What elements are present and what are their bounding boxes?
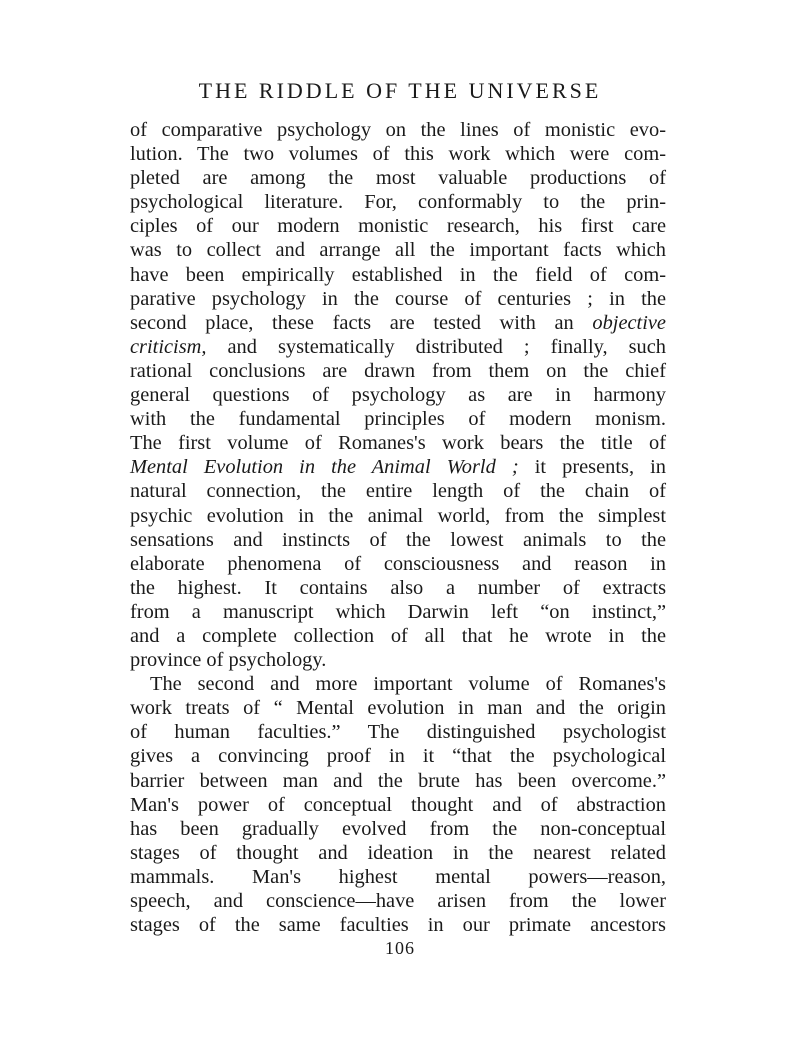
text-line: from a manuscript which Darwin left “on instinct,” <box>130 600 666 623</box>
text-line: parative psychology in the course of centuries ; in the <box>130 287 666 310</box>
text-line: and a complete collection of all that he wrote in the <box>130 624 666 647</box>
text-line: work treats of “ Mental evolution in man and the origin <box>130 697 666 720</box>
text-line <box>130 311 666 335</box>
text-line: psychological literature. For, conformably to the prin- <box>130 191 666 214</box>
body-text <box>130 118 666 937</box>
italic-span: criticism, <box>130 335 207 358</box>
text-line: ciples of our modern monistic research, his first care <box>130 215 666 238</box>
text-span: second place, these facts are tested with an <box>130 311 574 334</box>
italic-span: objective <box>592 311 666 334</box>
text-line <box>130 335 666 359</box>
text-line: gives a convincing proof in it “that the psychological <box>130 745 666 768</box>
text-line: The first volume of Romanes's work bears the title of <box>130 432 666 455</box>
italic-span: Mental Evolution in the Animal World ; <box>130 456 519 479</box>
text-line: rational conclusions are drawn from them on the chief <box>130 359 666 382</box>
running-head: THE RIDDLE OF THE UNIVERSE <box>198 78 602 103</box>
text-line: sensations and instincts of the lowest animals to the <box>130 528 666 551</box>
text-line <box>130 455 666 479</box>
text-line: The second and more important volume of Romanes's <box>150 673 666 696</box>
text-line: pleted are among the most valuable productions of <box>130 167 666 190</box>
text-line: province of psychology. <box>130 649 327 672</box>
text-line: was to collect and arrange all the important facts which <box>130 239 666 262</box>
text-line: speech, and conscience—have arisen from the lower <box>130 890 666 912</box>
text-line: elaborate phenomena of consciousness and reason in <box>130 552 666 575</box>
text-span: and systematically distributed ; finally, such <box>227 335 666 358</box>
text-line: has been gradually evolved from the non-conceptual <box>130 817 666 840</box>
page-number: 106 <box>385 938 415 958</box>
text-line: barrier between man and the brute has been overcome.” <box>130 769 666 792</box>
text-line: of comparative psychology on the lines of monistic evo- <box>130 119 666 141</box>
text-line: have been empirically established in the field of com- <box>130 263 666 286</box>
text-line: the highest. It contains also a number of extracts <box>130 576 666 599</box>
text-line: mammals. Man's highest mental powers—reason, <box>130 865 666 888</box>
text-line: lution. The two volumes of this work which were com- <box>130 143 666 166</box>
text-line: stages of thought and ideation in the nearest related <box>130 841 666 864</box>
text-line: general questions of psychology as are in harmony <box>130 384 666 407</box>
text-span: it presents, in <box>534 456 666 479</box>
text-line: stages of the same faculties in our primate ancestors <box>130 914 666 937</box>
text-line: of human faculties.” The distinguished psychologist <box>130 721 666 744</box>
text-line: psychic evolution in the animal world, from the simplest <box>130 504 666 527</box>
text-line: natural connection, the entire length of the chain of <box>130 480 666 503</box>
text-line: Man's power of conceptual thought and of abstraction <box>130 793 666 816</box>
text-line: with the fundamental principles of modern monism. <box>130 408 666 431</box>
